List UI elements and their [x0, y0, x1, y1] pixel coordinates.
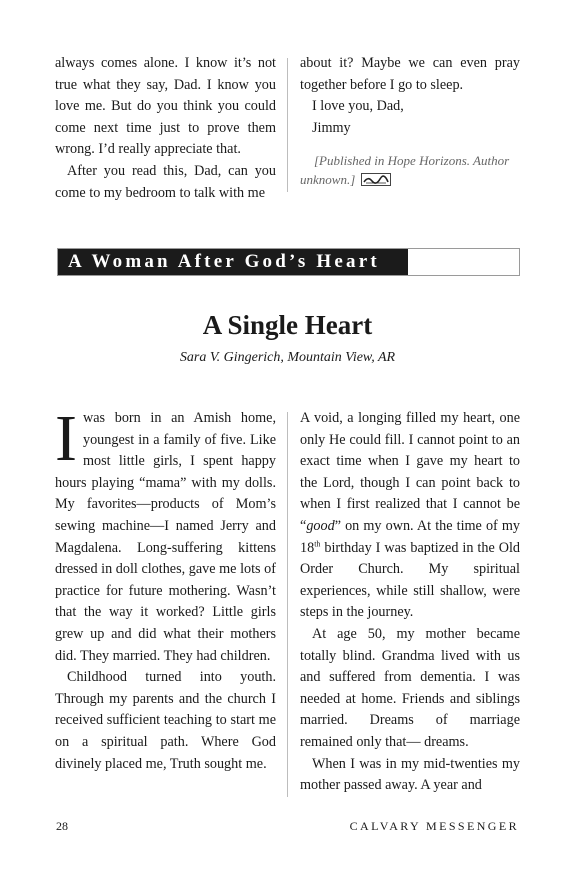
- paragraph: At age 50, my mother became totally blind. Grandma lived with us and suffered from dementia. I was needed at home. Friends and siblings married. Dreams of marriage remained only that— dreams.: [300, 625, 520, 750]
- text-run: birthday I was baptized in the Old Order Church. My spiritual experiences, while still shallow, were steps in the journey.: [300, 539, 520, 621]
- drop-cap: I: [55, 402, 77, 475]
- column-divider: [287, 412, 288, 797]
- page-number: 28: [56, 819, 68, 833]
- article-title: A Single Heart: [202, 310, 373, 340]
- article-left-column: [55, 402, 276, 775]
- section-banner: [57, 248, 520, 276]
- section-banner-text: A Woman After God’s Heart: [68, 251, 380, 272]
- paragraph: always comes alone. I know it’s not true what they say, Dad. I know you love me. But do you think you could come next time just to prove them wrong. I’d really appreciate that.: [55, 55, 276, 158]
- text-run: ” on my own. At the time of my 18: [300, 517, 520, 556]
- paragraph: [55, 402, 276, 667]
- paragraph-text: was born in an Amish home, youngest in a family of five. Like most little girls, I spent happy hours playing “mama” with my dolls. My favorites—products of Mom’s sewing machine—I named Jerry and Magdalena. Long-suffering kittens dressed in doll clothes, gave me lots of practice for future mothering. Wasn’t that the way it worked? Little girls grew up and did what their mothers did. They married. They had children.: [55, 410, 276, 664]
- article-byline: Sara V. Gingerich, Mountain View, AR: [179, 350, 396, 365]
- publication-note-text: [Published in Hope Horizons. Author unknown.]: [300, 153, 510, 188]
- publication-note: [300, 151, 520, 189]
- emphasis: good: [306, 517, 335, 534]
- previous-article-left-column: [55, 53, 276, 204]
- paragraph: [300, 408, 520, 624]
- ordinal-suffix: th: [314, 538, 321, 548]
- paragraph: After you read this, Dad, can you come to my bedroom to talk with me: [55, 162, 276, 201]
- column-divider: [287, 58, 288, 192]
- previous-article-right-column: [300, 53, 520, 189]
- closing-line: I love you, Dad,: [312, 98, 404, 115]
- paragraph: When I was in my mid-twenties my mother passed away. A year and: [300, 755, 520, 794]
- magazine-title: CALVARY MESSENGER: [349, 819, 519, 833]
- end-ornament-icon: [361, 173, 391, 186]
- paragraph: about it? Maybe we can even pray together before I go to sleep.: [300, 55, 520, 93]
- article-right-column: [300, 408, 520, 797]
- signature: Jimmy: [312, 119, 351, 136]
- section-banner-fill: [58, 249, 408, 275]
- paragraph: Childhood turned into youth. Through my parents and the church I received sufficient teaching to start me on a spiritual path. Where God divinely placed me, Truth sought me.: [55, 669, 276, 772]
- text-run: A void, a longing filled my heart, one only He could fill. I cannot point to an exact time when I gave my heart to the Lord, though I can point back to when I first realized that I cannot be “: [300, 410, 520, 534]
